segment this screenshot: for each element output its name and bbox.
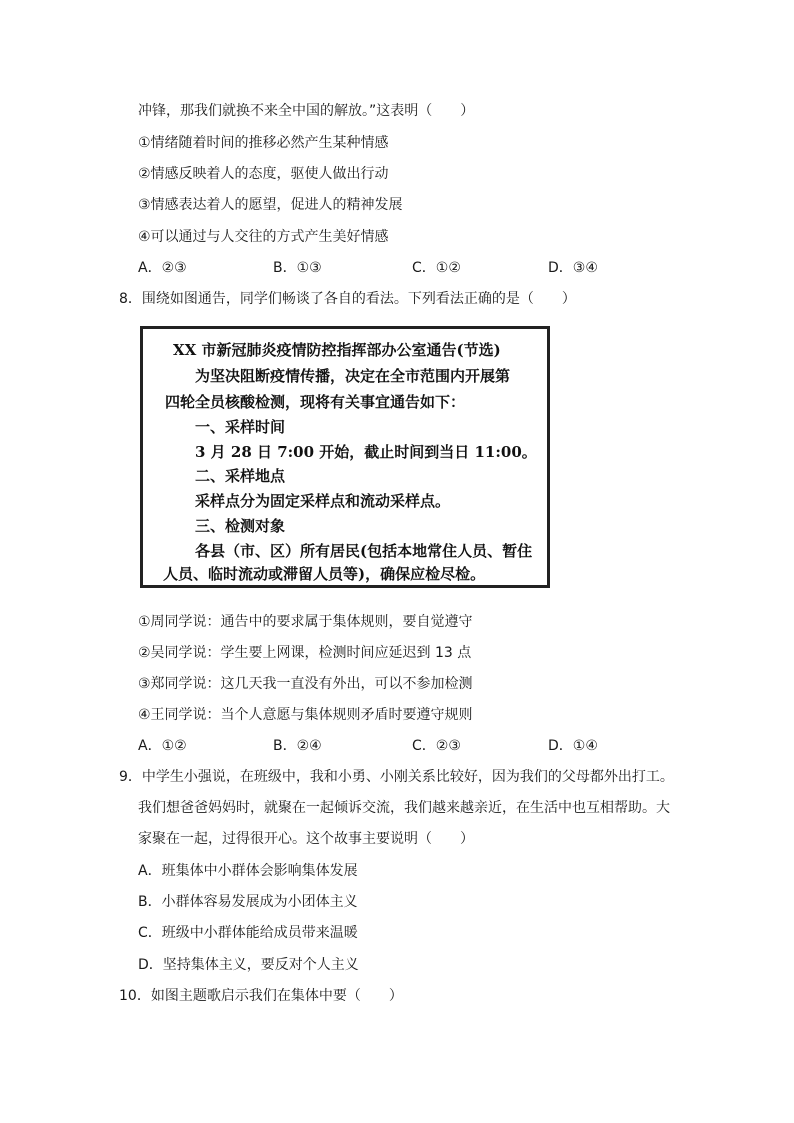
notice-image — [140, 326, 550, 588]
q9-option-c: C．班级中小群体能给成员带来温暖 — [138, 925, 358, 941]
notice-section-1-heading: 一、采样时间 — [195, 418, 286, 436]
q7-option-d: D．③④ — [548, 260, 598, 276]
q8-statement-3: ③郑同学说：这几天我一直没有外出，可以不参加检测 — [138, 676, 473, 692]
q8-option-d: D．①④ — [548, 738, 598, 754]
q7-statement-1: ①情绪随着时间的推移必然产生某种情感 — [138, 135, 389, 151]
notice-section-1-text: 3 月 28 日 7:00 开始，截止时间到当日 11:00。 — [195, 443, 537, 461]
q8-option-c: C．②③ — [412, 738, 461, 754]
notice-section-3-text-2: 人员、临时流动或滞留人员等)，确保应检尽检。 — [163, 565, 486, 583]
notice-body-line-2: 四轮全员核酸检测，现将有关事宜通告如下： — [165, 393, 466, 411]
notice-section-3-text-1: 各县（市、区）所有居民(包括本地常住人员、暂住 — [195, 542, 533, 560]
q8-statement-1: ①周同学说：通告中的要求属于集体规则，要自觉遵守 — [138, 614, 473, 630]
notice-section-2-heading: 二、采样地点 — [195, 467, 286, 485]
q9-option-b: B．小群体容易发展成为小团体主义 — [138, 894, 358, 910]
q8-option-b: B．②④ — [273, 738, 322, 754]
q8-stem: 8．围绕如图通告，同学们畅谈了各自的看法。下列看法正确的是（ ） — [119, 291, 576, 307]
notice-body-line-1: 为坚决阻断疫情传播，决定在全市范围内开展第 — [195, 367, 511, 385]
q8-statement-4: ④王同学说：当个人意愿与集体规则矛盾时要遵守规则 — [138, 707, 473, 723]
q7-statement-4: ④可以通过与人交往的方式产生美好情感 — [138, 229, 389, 245]
q9-option-d: D．坚持集体主义，要反对个人主义 — [138, 957, 359, 973]
notice-section-2-text: 采样点分为固定采样点和流动采样点。 — [195, 492, 451, 510]
q8-statement-2: ②吴同学说：学生要上网课，检测时间应延迟到 13 点 — [138, 645, 472, 661]
q7-stem-continuation: 冲锋，那我们就换不来全中国的解放。”这表明（ ） — [138, 103, 475, 119]
q9-stem-line-3: 家聚在一起，过得很开心。这个故事主要说明（ ） — [138, 831, 474, 847]
q7-option-c: C．①② — [412, 260, 461, 276]
q10-stem: 10．如图主题歌启示我们在集体中要（ ） — [119, 988, 403, 1004]
q7-option-b: B．①③ — [273, 260, 322, 276]
q9-option-a: A．班集体中小群体会影响集体发展 — [138, 863, 358, 879]
q7-statement-3: ③情感表达着人的愿望，促进人的精神发展 — [138, 197, 403, 213]
q8-option-a: A．①② — [138, 738, 187, 754]
q7-option-a: A．②③ — [138, 260, 187, 276]
q9-stem-line-1: 9．中学生小强说，在班级中，我和小勇、小刚关系比较好，因为我们的父母都外出打工。 — [119, 769, 674, 785]
notice-title: XX 市新冠肺炎疫情防控指挥部办公室通告(节选) — [173, 341, 501, 359]
q9-stem-line-2: 我们想爸爸妈妈时，就聚在一起倾诉交流，我们越来越亲近，在生活中也互相帮助。大 — [138, 800, 670, 816]
q7-statement-2: ②情感反映着人的态度，驱使人做出行动 — [138, 166, 389, 182]
notice-section-3-heading: 三、检测对象 — [195, 517, 286, 535]
